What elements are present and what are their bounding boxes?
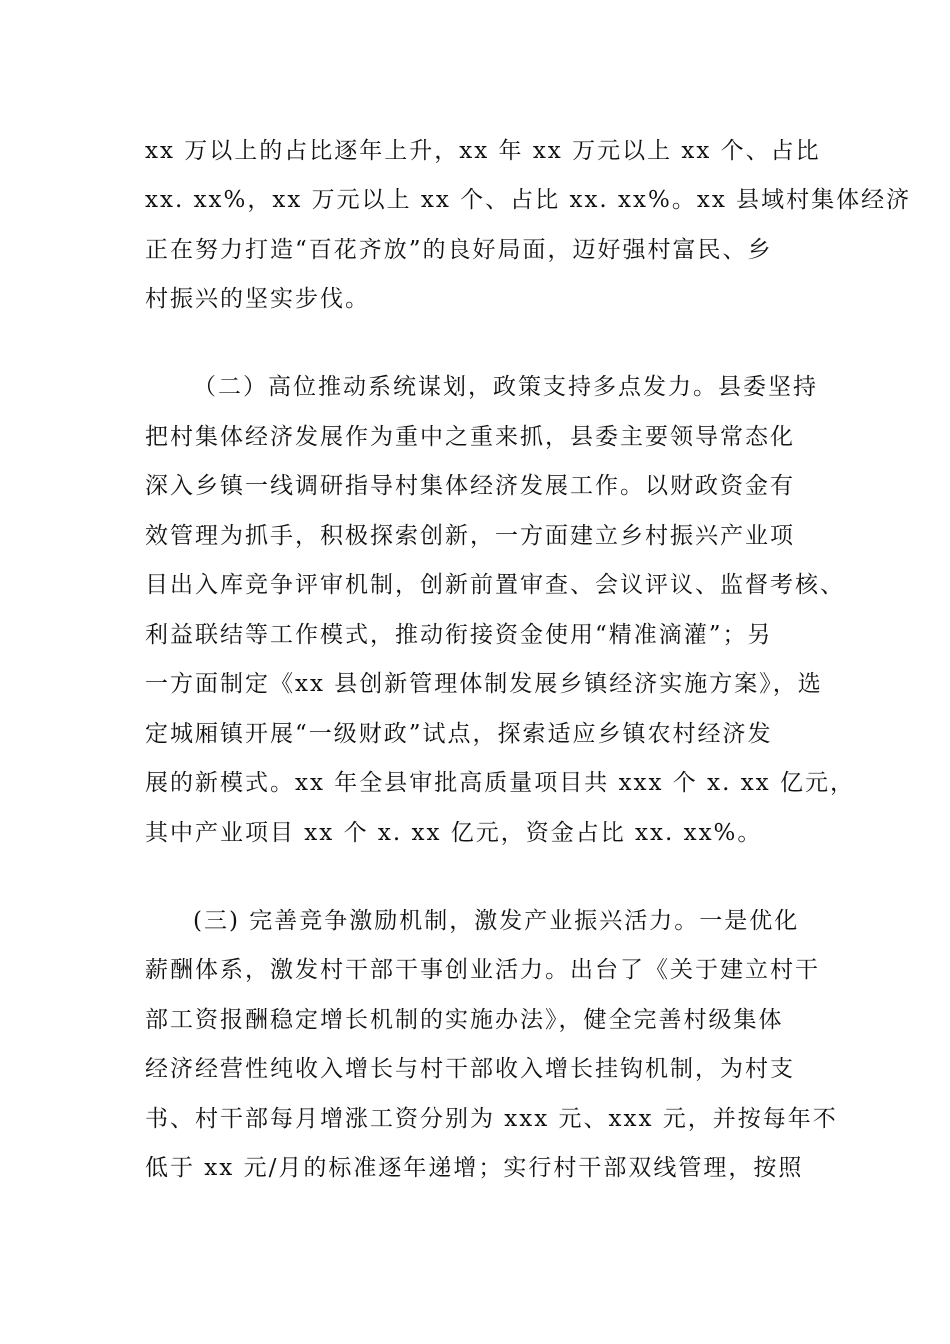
text-line: 深入乡镇一线调研指导村集体经济发展工作。以财政资金有 [145, 473, 795, 499]
text-line: 经济经营性纯收入增长与村干部收入增长挂钩机制，为村支 [145, 1056, 795, 1082]
text-line: 目出入库竞争评审机制，创新前置审查、会议评议、监督考核、 [145, 572, 845, 598]
text-line: 把村集体经济发展作为重中之重来抓，县委主要领导常态化 [145, 424, 795, 450]
text-line: 一方面制定《xx 县创新管理体制发展乡镇经济实施方案》，选 [145, 671, 823, 697]
text-line: 薪酬体系，激发村干部干事创业活力。出台了《关于建立村干 [145, 957, 820, 983]
text-line: 部工资报酬稳定增长机制的实施办法》，健全完善村级集体 [145, 1007, 784, 1033]
text-line: 书、村干部每月增涨工资分别为 xxx 元、xxx 元，并按每年不 [145, 1106, 838, 1132]
text-line: xx 万以上的占比逐年上升，xx 年 xx 万元以上 xx 个、占比 [145, 138, 821, 164]
paragraph-heading-line: (三) 完善竞争激励机制，激发产业振兴活力。一是优化 [193, 908, 800, 934]
text-line: 低于 xx 元/月的标准逐年递增；实行村干部双线管理，按照 [145, 1155, 804, 1181]
text-line: 效管理为抓手，积极探索创新，一方面建立乡村振兴产业项 [145, 523, 795, 549]
text-line: 其中产业项目 xx 个 x. xx 亿元，资金占比 xx. xx%。 [145, 820, 763, 846]
text-line: 村振兴的坚实步伐。 [145, 286, 370, 312]
text-line: 利益联结等工作模式，推动衔接资金使用“精准滴灌”；另 [145, 622, 773, 648]
text-line: 定城厢镇开展“一级财政”试点，探索适应乡镇农村经济发 [145, 721, 773, 747]
paragraph-heading-line: （二）高位推动系统谋划，政策支持多点发力。县委坚持 [193, 374, 818, 400]
text-line: 展的新模式。xx 年全县审批高质量项目共 xxx 个 x. xx 亿元， [145, 770, 855, 796]
text-line: xx. xx%，xx 万元以上 xx 个、占比 xx. xx%。xx 县域村集体经济 [145, 187, 912, 213]
text-line: 正在努力打造“百花齐放”的良好局面，迈好强村富民、乡 [145, 237, 773, 263]
